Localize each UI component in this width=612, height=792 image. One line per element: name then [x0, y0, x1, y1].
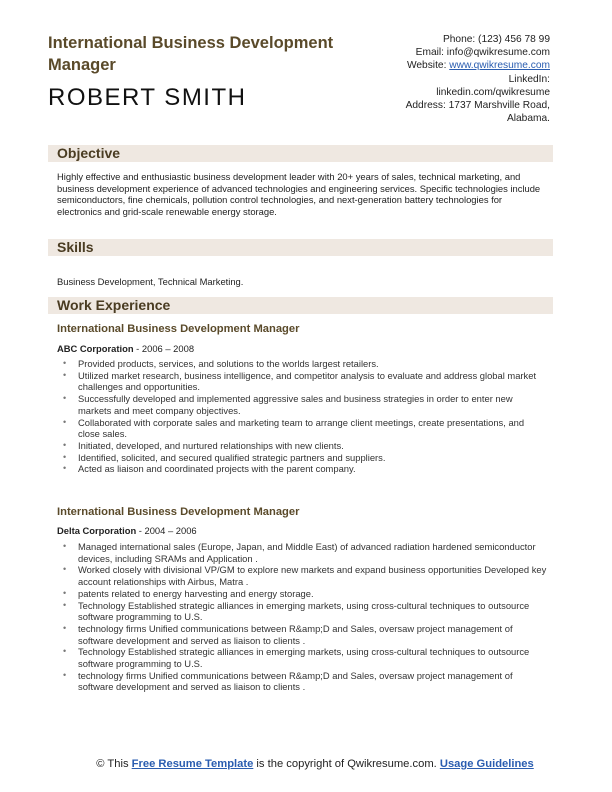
resume-job-title: International Business Development Manager	[48, 34, 334, 74]
contact-address-line2: Alabama.	[506, 113, 550, 125]
objective-heading: Objective	[57, 145, 121, 161]
objective-section-header	[48, 145, 553, 162]
job-1-bullet-list	[57, 358, 547, 475]
list-item: • Managed international sales (Europe, Japan, and Middle East) of advanced radiation hardened semiconductor devices, including SRAMs and Application .	[57, 541, 547, 564]
job-1-company	[57, 343, 194, 354]
list-item: • Identified, solicited, and secured qualified strategic partners and suppliers.	[57, 452, 547, 464]
list-item: • technology firms Unified communications between R&amp;D and Sales, oversaw project management of software development and served as liaison to clients .	[57, 670, 547, 693]
list-item: • Collaborated with corporate sales and marketing team to arrange client meetings, create presentations, and close sales.	[57, 417, 547, 440]
job-2-dates: - 2004 – 2006	[136, 525, 197, 536]
list-item: • patents related to energy harvesting and energy storage.	[57, 588, 547, 600]
contact-address-line1: Address: 1737 Marshville Road,	[405, 100, 550, 112]
job-1-company-name: ABC Corporation	[57, 343, 134, 354]
job-2-title: International Business Development Manager	[57, 506, 300, 518]
contact-block	[330, 33, 550, 125]
skills-section-header	[48, 239, 553, 256]
job-1-title: International Business Development Manager	[57, 323, 300, 335]
job-1-dates: - 2006 – 2008	[133, 343, 195, 354]
experience-section-header	[48, 297, 553, 314]
website-link[interactable]: www.qwikresume.com	[449, 60, 550, 72]
usage-guidelines-link[interactable]: Usage Guidelines	[439, 758, 534, 770]
list-item: • Technology Established strategic alliances in emerging markets, using cross-cultural techniques to outsource software programming to U.S.	[57, 646, 547, 669]
contact-website	[330, 59, 550, 72]
contact-phone: Phone: (123) 456 78 99	[442, 34, 550, 45]
job-2-company	[57, 525, 197, 536]
footer-copyright	[80, 757, 550, 771]
list-item: • Initiated, developed, and nurtured relationships with new clients.	[57, 440, 547, 452]
contact-linkedin-value: linkedin.com/qwikresume	[436, 86, 550, 98]
contact-website-label: Website:	[406, 60, 450, 72]
list-item: • technology firms Unified communications between R&amp;D and Sales, oversaw project management of software development and served as liaison to clients .	[57, 623, 547, 646]
list-item: • Utilized market research, business intelligence, and competitor analysis to evaluate and address global market challenges and opportunities.	[57, 370, 547, 393]
candidate-name: ROBERT SMITH	[48, 84, 247, 111]
list-item: • Provided products, services, and solutions to the worlds largest retailers.	[57, 358, 547, 370]
experience-heading: Work Experience	[57, 297, 171, 313]
contact-email: Email: info@qwikresume.com	[415, 47, 550, 59]
contact-linkedin-label: LinkedIn:	[508, 73, 550, 85]
footer-prefix: © This	[96, 758, 132, 770]
footer-middle: is the copyright of Qwikresume.com.	[253, 758, 440, 770]
list-item: • Successfully developed and implemented aggressive sales and business strategies in order to enter new markets and meet company objectives.	[57, 393, 547, 416]
job-2-bullet-list	[57, 541, 547, 693]
job-2-company-name: Delta Corporation	[57, 525, 137, 536]
free-resume-template-link[interactable]: Free Resume Template	[131, 758, 254, 770]
list-item: • Technology Established strategic alliances in emerging markets, using cross-cultural techniques to outsource software programming to U.S.	[57, 600, 547, 623]
skills-heading: Skills	[57, 239, 94, 255]
list-item: • Acted as liaison and coordinated projects with the parent company.	[57, 463, 547, 475]
skills-text: Business Development, Technical Marketing.	[57, 276, 244, 287]
list-item: • Worked closely with divisional VP/GM to explore new markets and expand business opportunities Developed key account relationships with Airbus, Matra .	[57, 564, 547, 587]
objective-text: Highly effective and enthusiastic business development leader with 20+ years of sales, technical marketing, and business development experience of advanced technologies and engineering services. Specific technologies include semiconductors, fine chemicals, pollution control technologies, and next-generation battery technologies for electronics and grid-scale renewable energy storage.	[57, 171, 541, 217]
